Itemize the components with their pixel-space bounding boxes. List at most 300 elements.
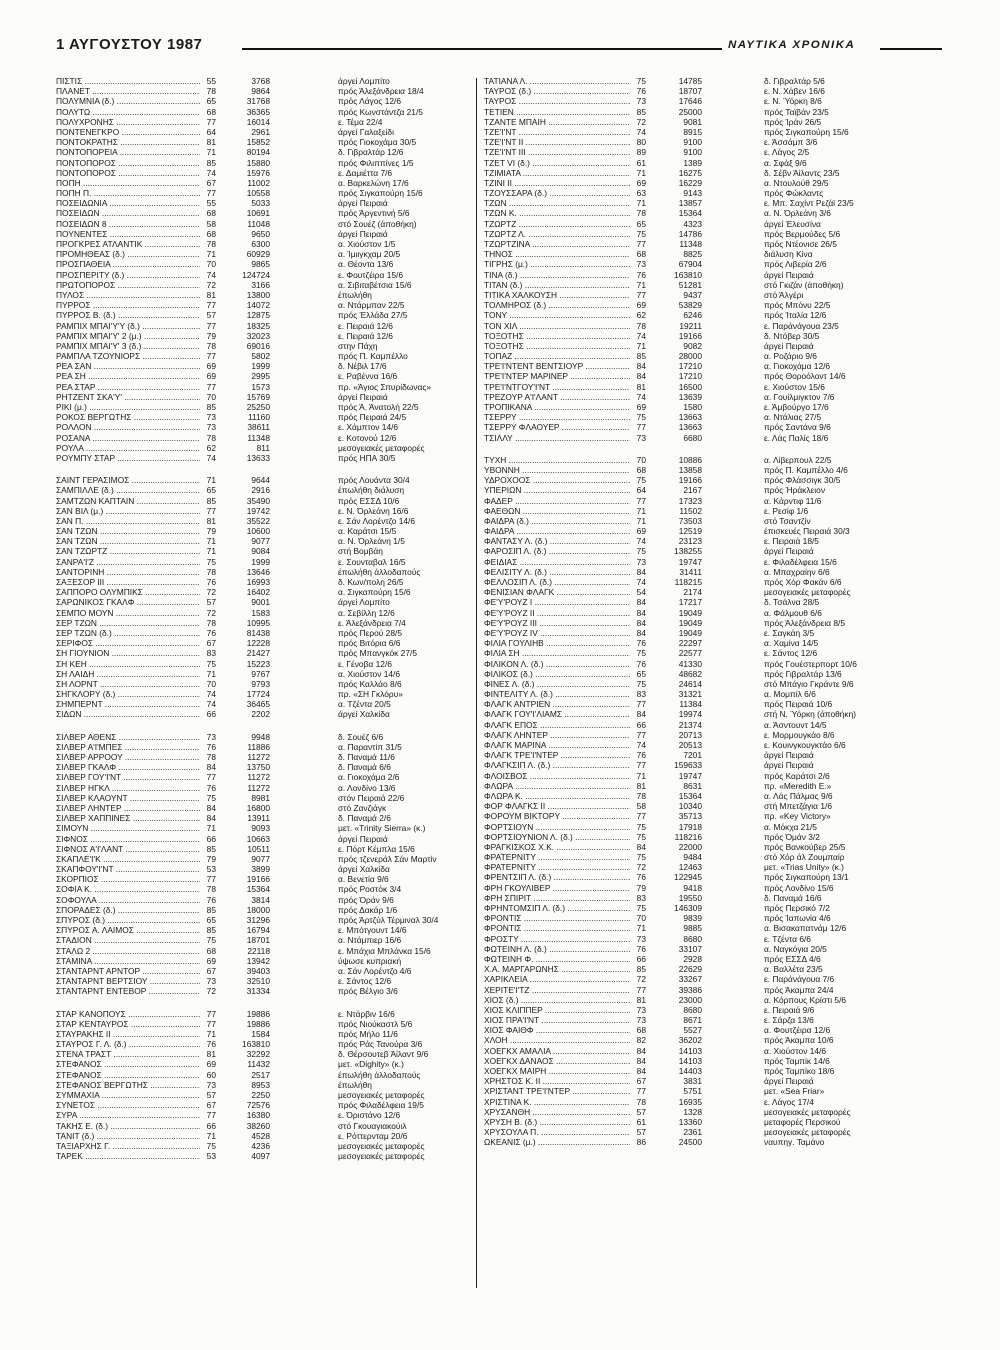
- ship-name: ΠΡΟΣΠΑΘΕΙΑ .....: [56, 259, 200, 269]
- ship-row: [56, 864, 474, 874]
- position: α. Γουίλμιγκτον 7/6: [764, 391, 835, 402]
- tonnage: 2916: [251, 485, 270, 496]
- build-year: 71: [636, 167, 646, 178]
- position: α. Σιβιταβέτσια 15/6: [338, 279, 412, 290]
- ship-row: [56, 485, 474, 495]
- position: ε. Άλεξάνδρεια 7/4: [338, 617, 406, 628]
- build-year: 85: [206, 495, 216, 506]
- ship-row: [484, 496, 944, 506]
- ship-name: ΠΥΡΡΟΣ .....: [56, 300, 200, 310]
- build-year: 79: [206, 853, 216, 864]
- ship-row: [484, 371, 944, 381]
- tonnage: 9948: [251, 731, 270, 742]
- ship-name: ΤΖΙΜΙΑΤΑ .....: [484, 168, 630, 178]
- ship-name: ΧΙΟΣ ΚΛΙΠΠΕΡ .....: [484, 1005, 630, 1015]
- block-gap: [56, 463, 474, 475]
- tonnage: 9484: [683, 852, 702, 863]
- ship-name: ΣΤΑΝΤΑΡΝΤ ΒΕΡΤΣΙΟΥ .....: [56, 976, 200, 986]
- position: άργεί Πειραιά: [764, 269, 814, 280]
- position: πρός Όράν 9/6: [338, 894, 394, 905]
- position: μεσογειακές μεταφορές: [338, 1151, 425, 1162]
- position: α. Ν. Όρλεάνη 3/6: [764, 208, 831, 219]
- ship-row: [56, 229, 474, 239]
- ship-name: ΣΙΛΒΕΡ ΗΓΚΛ .....: [56, 783, 200, 793]
- position: ε. Πειραιά 18/5: [764, 536, 819, 547]
- ship-name: ΩΚΕΑΝΙΣ (μ.) .....: [484, 1137, 630, 1147]
- ship-name: ΤΣΕΡΡΥ ΦΛΑΟΥΕΡ .....: [484, 422, 630, 432]
- ship-name: ΤΑΡΕΚ .....: [56, 1151, 200, 1161]
- position: ε. Ν. Χάβεν 16/6: [764, 86, 825, 97]
- position: α. Ντουλούθ 29/5: [764, 177, 829, 188]
- build-year: 76: [206, 741, 216, 752]
- ship-name: ΠΟΛΥΤΩ .....: [56, 107, 200, 117]
- ship-name: ΦΡΗ ΣΠΙΡΙΤ .....: [484, 893, 630, 903]
- position: α. Σιγκαπούρη 15/6: [338, 587, 411, 598]
- ship-row: [484, 791, 944, 801]
- position: ε. Πειραιά 12/6: [338, 330, 393, 341]
- position: άργεί Λομπίτο: [338, 597, 390, 608]
- ship-name: ΤΗΝΟΣ .....: [484, 249, 630, 259]
- build-year: 77: [636, 729, 646, 740]
- ship-name: ΧΙΟΣ ΠΡΑ'Ι'ΝΤ .....: [484, 1015, 630, 1025]
- position: α. Ντάλιας 27/5: [764, 412, 822, 423]
- ship-row: [56, 874, 474, 884]
- ship-name: ΦΡΑΤΕΡΝΙΤΥ .....: [484, 862, 630, 872]
- tonnage: 9001: [251, 597, 270, 608]
- ship-name: ΤΡΕ'Ι'ΝΤΓΟΥ'Ι'ΝΤ .....: [484, 382, 630, 392]
- tonnage: 4097: [251, 1151, 270, 1162]
- ship-row: [484, 96, 944, 106]
- tonnage: 10558: [246, 188, 270, 199]
- tonnage: 81438: [246, 627, 270, 638]
- ship-row: [484, 422, 944, 432]
- ship-name: ΣΗ ΛΑΙΔΗ .....: [56, 669, 200, 679]
- ship-name: ΦΛΑΓΚ ΕΠΟΣ .....: [484, 720, 630, 730]
- ship-row: [56, 1070, 474, 1080]
- position: δ. Παναμά 11/6: [338, 752, 395, 762]
- tonnage: 13633: [246, 452, 270, 463]
- ship-row: [56, 546, 474, 556]
- build-year: 84: [636, 1055, 646, 1066]
- ship-name: ΣΚΑΠΦΟΥ'Ι'ΝΤ .....: [56, 864, 200, 874]
- ship-row: [484, 229, 944, 239]
- tonnage: 15364: [678, 790, 702, 801]
- tonnage: 19166: [678, 330, 702, 341]
- ship-row: [484, 1097, 944, 1107]
- build-year: 71: [206, 546, 216, 557]
- tonnage: 13911: [247, 813, 270, 824]
- ship-row: [484, 290, 944, 300]
- ship-name: ΣΤΑΡ ΚΑΝΟΠΟΥΣ .....: [56, 1009, 200, 1019]
- position: ε. Τζέντα 6/6: [764, 933, 811, 944]
- tonnage: 17210: [678, 361, 702, 372]
- ship-row: [484, 321, 944, 331]
- build-year: 85: [206, 904, 216, 915]
- ship-name: ΠΟΛΥΜΝΙΑ (δ.) .....: [56, 96, 200, 106]
- position: πρ. «Άγιος Σπυρίδωνας»: [338, 381, 432, 392]
- build-year: 85: [636, 351, 646, 362]
- build-year: 65: [636, 668, 646, 679]
- tonnage: 19974: [678, 709, 702, 720]
- tonnage: 18000: [246, 904, 270, 915]
- build-year: 66: [206, 833, 216, 844]
- ship-row: [484, 699, 944, 709]
- build-year: 73: [206, 1079, 216, 1090]
- position: δ. Παναμά 16/6: [764, 892, 822, 903]
- block-gap: [56, 997, 474, 1009]
- ship-name: ΡΙΚΙ (μ.) .....: [56, 402, 200, 412]
- position: δ. Θέρσουτεβ Άίλαντ 9/6: [338, 1049, 429, 1060]
- ship-row: [56, 699, 474, 709]
- ship-name: ΠΥΛΟΣ .....: [56, 290, 200, 300]
- ship-name: ΣΤΕΦΑΝΟΣ .....: [56, 1059, 200, 1069]
- ship-name: ΠΟΝΤΟΠΟΡΟΣ .....: [56, 168, 200, 178]
- position: ε. Δαμιέττα 7/6: [338, 167, 393, 178]
- tonnage: 9437: [683, 289, 702, 300]
- ship-name: ΦΑΙΔΡΑ (δ.) .....: [484, 516, 630, 526]
- tonnage: 9793: [251, 678, 270, 689]
- position: άργεί Έλευσίνα: [764, 218, 821, 229]
- ship-name: ΦΕ'Υ'ΡΟΥΖ ΙΙΙ .....: [484, 618, 630, 628]
- build-year: 65: [636, 218, 646, 229]
- ship-row: [484, 465, 944, 475]
- build-year: 77: [636, 811, 646, 822]
- ship-list-block: [56, 475, 474, 720]
- build-year: 71: [206, 1028, 216, 1039]
- position: πρός Βιτόρια 6/6: [338, 638, 401, 649]
- ship-row: [484, 270, 944, 280]
- ship-row: [484, 648, 944, 658]
- build-year: 75: [636, 412, 646, 423]
- ship-name: ΦΡΗ ΓΚΟΥΛΙΒΕΡ .....: [484, 883, 630, 893]
- build-year: 84: [636, 617, 646, 628]
- tonnage: 9093: [251, 823, 270, 834]
- ship-row: [484, 310, 944, 320]
- position: α. Βενετία 9/6: [338, 874, 389, 885]
- ship-name: ΤΡΕ'Ι'ΝΤΕΝΤ ΒΕΝΤΣΙΟΥΡ .....: [484, 361, 630, 371]
- build-year: 71: [636, 923, 646, 934]
- tonnage: 36465: [246, 699, 270, 710]
- tonnage: 32510: [246, 976, 270, 987]
- ship-row: [484, 669, 944, 679]
- ship-row: [484, 300, 944, 310]
- ship-row: [56, 341, 474, 351]
- ship-row: [484, 852, 944, 862]
- ship-name: ΤΑΝΙΤ (δ.) .....: [56, 1131, 200, 1141]
- ship-row: [484, 730, 944, 740]
- tonnage: 28000: [678, 351, 702, 362]
- build-year: 67: [206, 965, 216, 976]
- build-year: 77: [206, 1008, 216, 1019]
- build-year: 61: [636, 1116, 646, 1127]
- build-year: 81: [206, 289, 216, 300]
- ship-name: ΠΟΛΥΧΡΟΝΗΣ .....: [56, 117, 200, 127]
- tonnage: 19049: [678, 627, 702, 638]
- tonnage: 1999: [251, 361, 270, 372]
- ship-name: ΣΙΛΒΕΡ ΓΚΑΛΦ .....: [56, 762, 200, 772]
- tonnage: 9084: [251, 546, 270, 557]
- ship-row: [484, 954, 944, 964]
- build-year: 75: [636, 852, 646, 863]
- ship-name: ΣΑΝ ΒΙΛ (μ.) .....: [56, 506, 200, 516]
- ship-name: ΠΡΩΤΟΠΟΡΟΣ .....: [56, 280, 200, 290]
- ship-row: [484, 862, 944, 872]
- build-year: 70: [206, 391, 216, 402]
- build-year: 53: [206, 1151, 216, 1162]
- tonnage: 11272: [247, 772, 270, 783]
- tonnage: 6300: [251, 239, 270, 249]
- position: πρός Μπόνυ 22/5: [764, 300, 831, 311]
- build-year: 85: [206, 157, 216, 168]
- tonnage: 31321: [678, 689, 702, 700]
- ship-name: ΣΙΜΟΥΝ .....: [56, 823, 200, 833]
- ship-row: [484, 526, 944, 536]
- ship-name: ΧΟΕΓΚΧ ΔΑΝΑΟΣ .....: [484, 1056, 630, 1066]
- tonnage: 19747: [678, 770, 702, 781]
- ship-name: ΣΗ ΛΟΡΝΤ .....: [56, 679, 200, 689]
- ship-list-block: [484, 76, 944, 443]
- build-year: 76: [206, 627, 216, 638]
- ship-row: [56, 823, 474, 833]
- build-year: 84: [206, 762, 216, 773]
- build-year: 69: [206, 371, 216, 382]
- position: πρός Γιβραλτάρ 13/6: [764, 668, 842, 679]
- ship-name: ΧΡΗΣΤΟΣ Κ. ΙΙ .....: [484, 1076, 630, 1086]
- tonnage: 8953: [251, 1079, 270, 1090]
- position: πρός Πειραιά 10/6: [764, 699, 833, 710]
- ship-row: [56, 689, 474, 699]
- position: α. Λονδίνο 13/6: [338, 782, 396, 793]
- ship-name: ΤΙΓΡΗΣ (μ.) .....: [484, 259, 630, 269]
- position: ε. Ντάρβιν 16/6: [338, 1008, 395, 1019]
- tonnage: 19742: [246, 505, 270, 516]
- position: πρός Ίταλία 12/6: [764, 310, 827, 321]
- ship-name: ΦΛΑΓΚ ΑΝΤΡΙΕΝ .....: [484, 699, 630, 709]
- tonnage: 36202: [678, 1035, 702, 1046]
- ship-row: [56, 422, 474, 432]
- position: πρός Λιβερία 2/6: [764, 259, 827, 270]
- position: διάλυση Κίνα: [764, 249, 813, 260]
- tonnage: 22577: [678, 648, 702, 659]
- ship-name: ΤΖΕ'Ι'ΝΤ .....: [484, 127, 630, 137]
- ship-name: ΠΟΣΕΙΔΩΝ 8 .....: [56, 219, 200, 229]
- build-year: 84: [636, 841, 646, 852]
- build-year: 70: [206, 259, 216, 270]
- build-year: 75: [636, 475, 646, 486]
- build-year: 83: [206, 648, 216, 659]
- ship-name: ΦΡΟΝΤΙΣ .....: [484, 923, 630, 933]
- build-year: 77: [206, 300, 216, 311]
- ship-row: [484, 361, 944, 371]
- build-year: 89: [636, 147, 646, 158]
- position: πρ. «Key Victory»: [764, 811, 831, 822]
- build-year: 58: [206, 218, 216, 229]
- build-year: 65: [206, 96, 216, 107]
- position: πρός Φλάσσιγκ 30/5: [764, 475, 841, 486]
- tonnage: 18707: [678, 86, 702, 97]
- ship-name: ΣΕΡΙΦΟΣ .....: [56, 638, 200, 648]
- build-year: 72: [206, 986, 216, 997]
- build-year: 77: [636, 239, 646, 249]
- build-year: 71: [206, 147, 216, 158]
- position: πρός Θοροόλοντ 14/6: [764, 371, 846, 382]
- position: δ. Παναμά 6/6: [338, 762, 391, 773]
- position: πρός Σαντάνα 9/6: [764, 422, 831, 433]
- position: άργεί Πειραιά: [764, 340, 814, 351]
- build-year: 75: [636, 546, 646, 557]
- ship-name: ΧΡΥΣΗ Β. (δ.) .....: [484, 1117, 630, 1127]
- ship-name: ΡΟΚΟΣ ΒΕΡΓΩΤΗΣ .....: [56, 412, 200, 422]
- ship-list-block: [56, 76, 474, 463]
- ship-name: ΣΕΡ ΤΖΩΝ (δ.) .....: [56, 628, 200, 638]
- position: μεσογειακές μεταφορές: [338, 442, 425, 453]
- ship-row: [484, 516, 944, 526]
- build-year: 73: [636, 933, 646, 944]
- ship-row: [56, 772, 474, 782]
- ship-row: [484, 557, 944, 567]
- ship-row: [484, 567, 944, 577]
- position: πρός Σιγκαπούρη 15/6: [764, 126, 849, 137]
- tonnage: 13663: [678, 412, 702, 423]
- ship-row: [56, 884, 474, 894]
- ship-name: ΣΑΜΤΖΩΝ ΚΑΠΤΑΙΝ .....: [56, 496, 200, 506]
- position: πρός Ταϊβάν 23/5: [764, 106, 829, 117]
- ship-row: [56, 402, 474, 412]
- ship-name: ΦΙΝΤΕΛΙΤΥ Λ. (δ.) .....: [484, 689, 630, 699]
- ship-name: ΣΑΝΡΑ'Ι'Ζ .....: [56, 557, 200, 567]
- position: έπισκευές Πειραιά 30/3: [764, 526, 850, 537]
- tonnage: 38260: [246, 1120, 270, 1131]
- ship-name: ΤΖΕΤ VI (δ.) .....: [484, 158, 630, 168]
- tonnage: 21374: [678, 719, 702, 730]
- tonnage: 31768: [246, 96, 270, 107]
- build-year: 81: [636, 780, 646, 791]
- position: α. Γιοκοχάμα 12/6: [764, 361, 831, 372]
- ship-row: [484, 1025, 944, 1035]
- build-year: 72: [206, 607, 216, 618]
- position: στό Χόρ άλ Ζουμπαίρ: [764, 852, 845, 863]
- position: ύψωσε κυπριακή: [338, 955, 402, 966]
- ship-row: [484, 760, 944, 770]
- position: ε. Άσσάμπ 3/6: [764, 137, 818, 148]
- ship-name: ΣΑΡΩΝΙΚΟΣ ΓΚΑΛΦ .....: [56, 597, 200, 607]
- tonnage: 13639: [678, 391, 702, 402]
- tonnage: 36365: [246, 106, 270, 117]
- build-year: 84: [636, 566, 646, 577]
- tonnage: 9418: [683, 882, 702, 893]
- tonnage: 146309: [674, 903, 702, 913]
- ship-row: [484, 1066, 944, 1076]
- tonnage: 19049: [678, 617, 702, 628]
- tonnage: 24614: [678, 678, 702, 689]
- build-year: 60: [206, 1069, 216, 1080]
- position: πρός ΕΣΣΔ 10/6: [338, 495, 400, 506]
- build-year: 57: [636, 1127, 646, 1138]
- build-year: 71: [206, 536, 216, 547]
- ship-row: [484, 679, 944, 689]
- build-year: 79: [206, 330, 216, 341]
- position: πρός Λάγος 12/6: [338, 96, 402, 107]
- ship-row: [56, 1039, 474, 1049]
- tonnage: 13663: [678, 422, 702, 433]
- ship-name: ΠΟΠΗ .....: [56, 178, 200, 188]
- ship-row: [56, 310, 474, 320]
- position: α. Ίμιιγκχαμ 20/5: [338, 249, 401, 260]
- tonnage: 31296: [246, 915, 270, 925]
- tonnage: 25000: [678, 106, 702, 117]
- ship-row: [484, 720, 944, 730]
- build-year: 73: [636, 556, 646, 567]
- build-year: 74: [206, 689, 216, 700]
- ship-name: ΦΛΩΡΑ .....: [484, 781, 630, 791]
- ship-row: [484, 587, 944, 597]
- tonnage: 80194: [246, 147, 270, 158]
- ship-name: ΣΙΛΒΕΡ ΛΗΝΤΕΡ .....: [56, 803, 200, 813]
- position: μετ. «Dighity» (κ.): [338, 1059, 404, 1070]
- position: πρός Π. Καμπέλλο 4/6: [764, 464, 848, 475]
- ship-name: ΣΙΔΩΝ .....: [56, 709, 200, 719]
- ship-row: [484, 883, 944, 893]
- position: έπωλήθη άλλοδαπούς: [338, 1069, 421, 1080]
- ship-row: [484, 913, 944, 923]
- tonnage: 15976: [246, 167, 270, 178]
- ship-name: ΣΑΠΠΟΡΟ ΟΛΥΜΠΙΚΣ .....: [56, 587, 200, 597]
- build-year: 79: [206, 526, 216, 537]
- tonnage: 73503: [678, 515, 702, 526]
- tonnage: 163810: [242, 1039, 270, 1050]
- ship-row: [56, 76, 474, 86]
- position: ε. Ρεσίφ 1/6: [764, 505, 809, 516]
- build-year: 76: [206, 894, 216, 905]
- ship-row: [56, 259, 474, 269]
- ship-row: [56, 608, 474, 618]
- build-year: 75: [636, 648, 646, 659]
- tonnage: 9081: [683, 116, 702, 127]
- tonnage: 16500: [678, 381, 702, 392]
- ship-name: ΣΙΦΝΟΣ Α'Ι'ΛΑΝΤ .....: [56, 844, 200, 854]
- ship-row: [56, 895, 474, 905]
- tonnage: 15364: [678, 208, 702, 219]
- ship-name: ΣΚΑΠΛΕ'Ι'Κ .....: [56, 854, 200, 864]
- position: πρός Βέλγιο 3/6: [338, 986, 398, 997]
- tonnage: 19886: [246, 1008, 270, 1019]
- position: πρός τζενεράλ Σάν Μαρτίν: [338, 853, 437, 864]
- ship-row: [56, 117, 474, 127]
- position: μεσογειακές μεταφορές: [338, 1140, 425, 1151]
- build-year: 75: [636, 76, 646, 86]
- ship-name: ΤΟΝ ΧΙΛ .....: [484, 321, 630, 331]
- position: δ. Κων/πολη 26/5: [338, 577, 404, 587]
- build-year: 67: [206, 1100, 216, 1111]
- tonnage: 17210: [678, 371, 702, 382]
- ship-row: [484, 147, 944, 157]
- tonnage: 14785: [678, 76, 702, 86]
- ship-row: [484, 475, 944, 485]
- ship-name: ΦΛΑΓΚΣΙΠ Λ. (δ.) .....: [484, 760, 630, 770]
- build-year: 76: [636, 943, 646, 954]
- tonnage: 10995: [246, 617, 270, 628]
- tonnage: 19211: [679, 320, 702, 331]
- ship-row: [484, 455, 944, 465]
- ship-name: ΦΙΛΙΑ ΣΗ .....: [484, 648, 630, 658]
- build-year: 73: [206, 412, 216, 423]
- build-year: 76: [206, 1039, 216, 1050]
- position: πρός Όμάν 3/2: [764, 831, 820, 842]
- build-year: 64: [206, 126, 216, 137]
- ship-row: [56, 557, 474, 567]
- tonnage: 5751: [683, 1086, 702, 1097]
- ship-row: [56, 188, 474, 198]
